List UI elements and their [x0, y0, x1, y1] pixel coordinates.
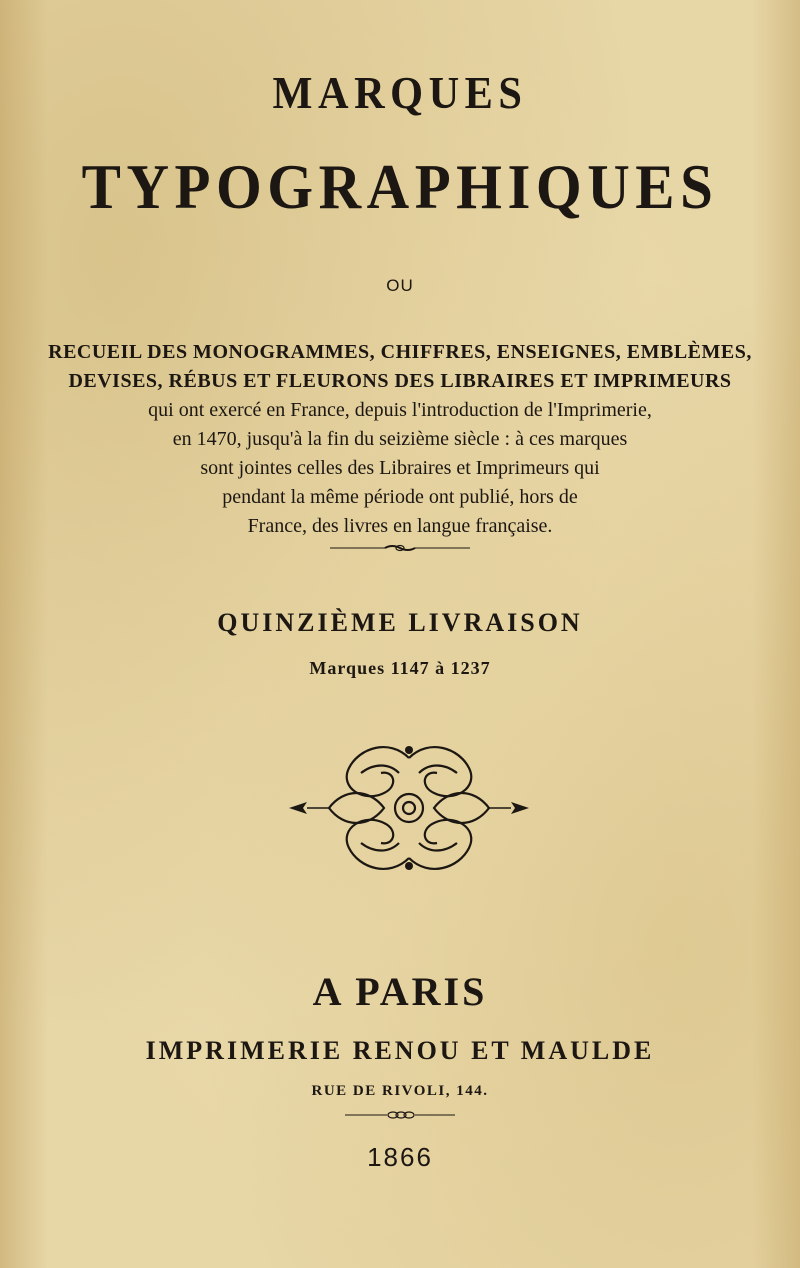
installment-range: Marques 1147 à 1237 — [309, 658, 491, 678]
imprint-city: A PARIS — [312, 969, 488, 1014]
imprint-address: RUE DE RIVOLI, 144. — [311, 1083, 489, 1099]
description-line: RECUEIL DES MONOGRAMMES, CHIFFRES, ENSEIGNES, EMBLÈMES, — [48, 341, 752, 363]
fleuron-ornament-icon — [289, 728, 529, 888]
description-block — [0, 338, 800, 541]
divider-rule-icon — [0, 543, 800, 553]
description-line: France, des livres en langue française. — [247, 515, 553, 537]
connector-word: OU — [386, 276, 414, 295]
installment-title: QUINZIÈME LIVRAISON — [217, 608, 583, 637]
imprint-printer: IMPRIMERIE RENOU ET MAULDE — [145, 1036, 655, 1065]
description-line: sont jointes celles des Libraires et Imprimeurs qui — [200, 457, 600, 479]
imprint-year: 1866 — [367, 1142, 433, 1172]
description-line: pendant la même période ont publié, hors de — [222, 486, 578, 508]
description-line: en 1470, jusqu'à la fin du seizième siècle : à ces marques — [172, 428, 628, 450]
description-line: DEVISES, RÉBUS ET FLEURONS DES LIBRAIRES ET IMPRIMEURS — [68, 370, 732, 392]
description-line: qui ont exercé en France, depuis l'introduction de l'Imprimerie, — [148, 399, 652, 421]
title-line-1: MARQUES — [272, 67, 528, 118]
small-divider-icon — [0, 1110, 800, 1120]
title-line-2: TYPOGRAPHIQUES — [81, 151, 719, 222]
